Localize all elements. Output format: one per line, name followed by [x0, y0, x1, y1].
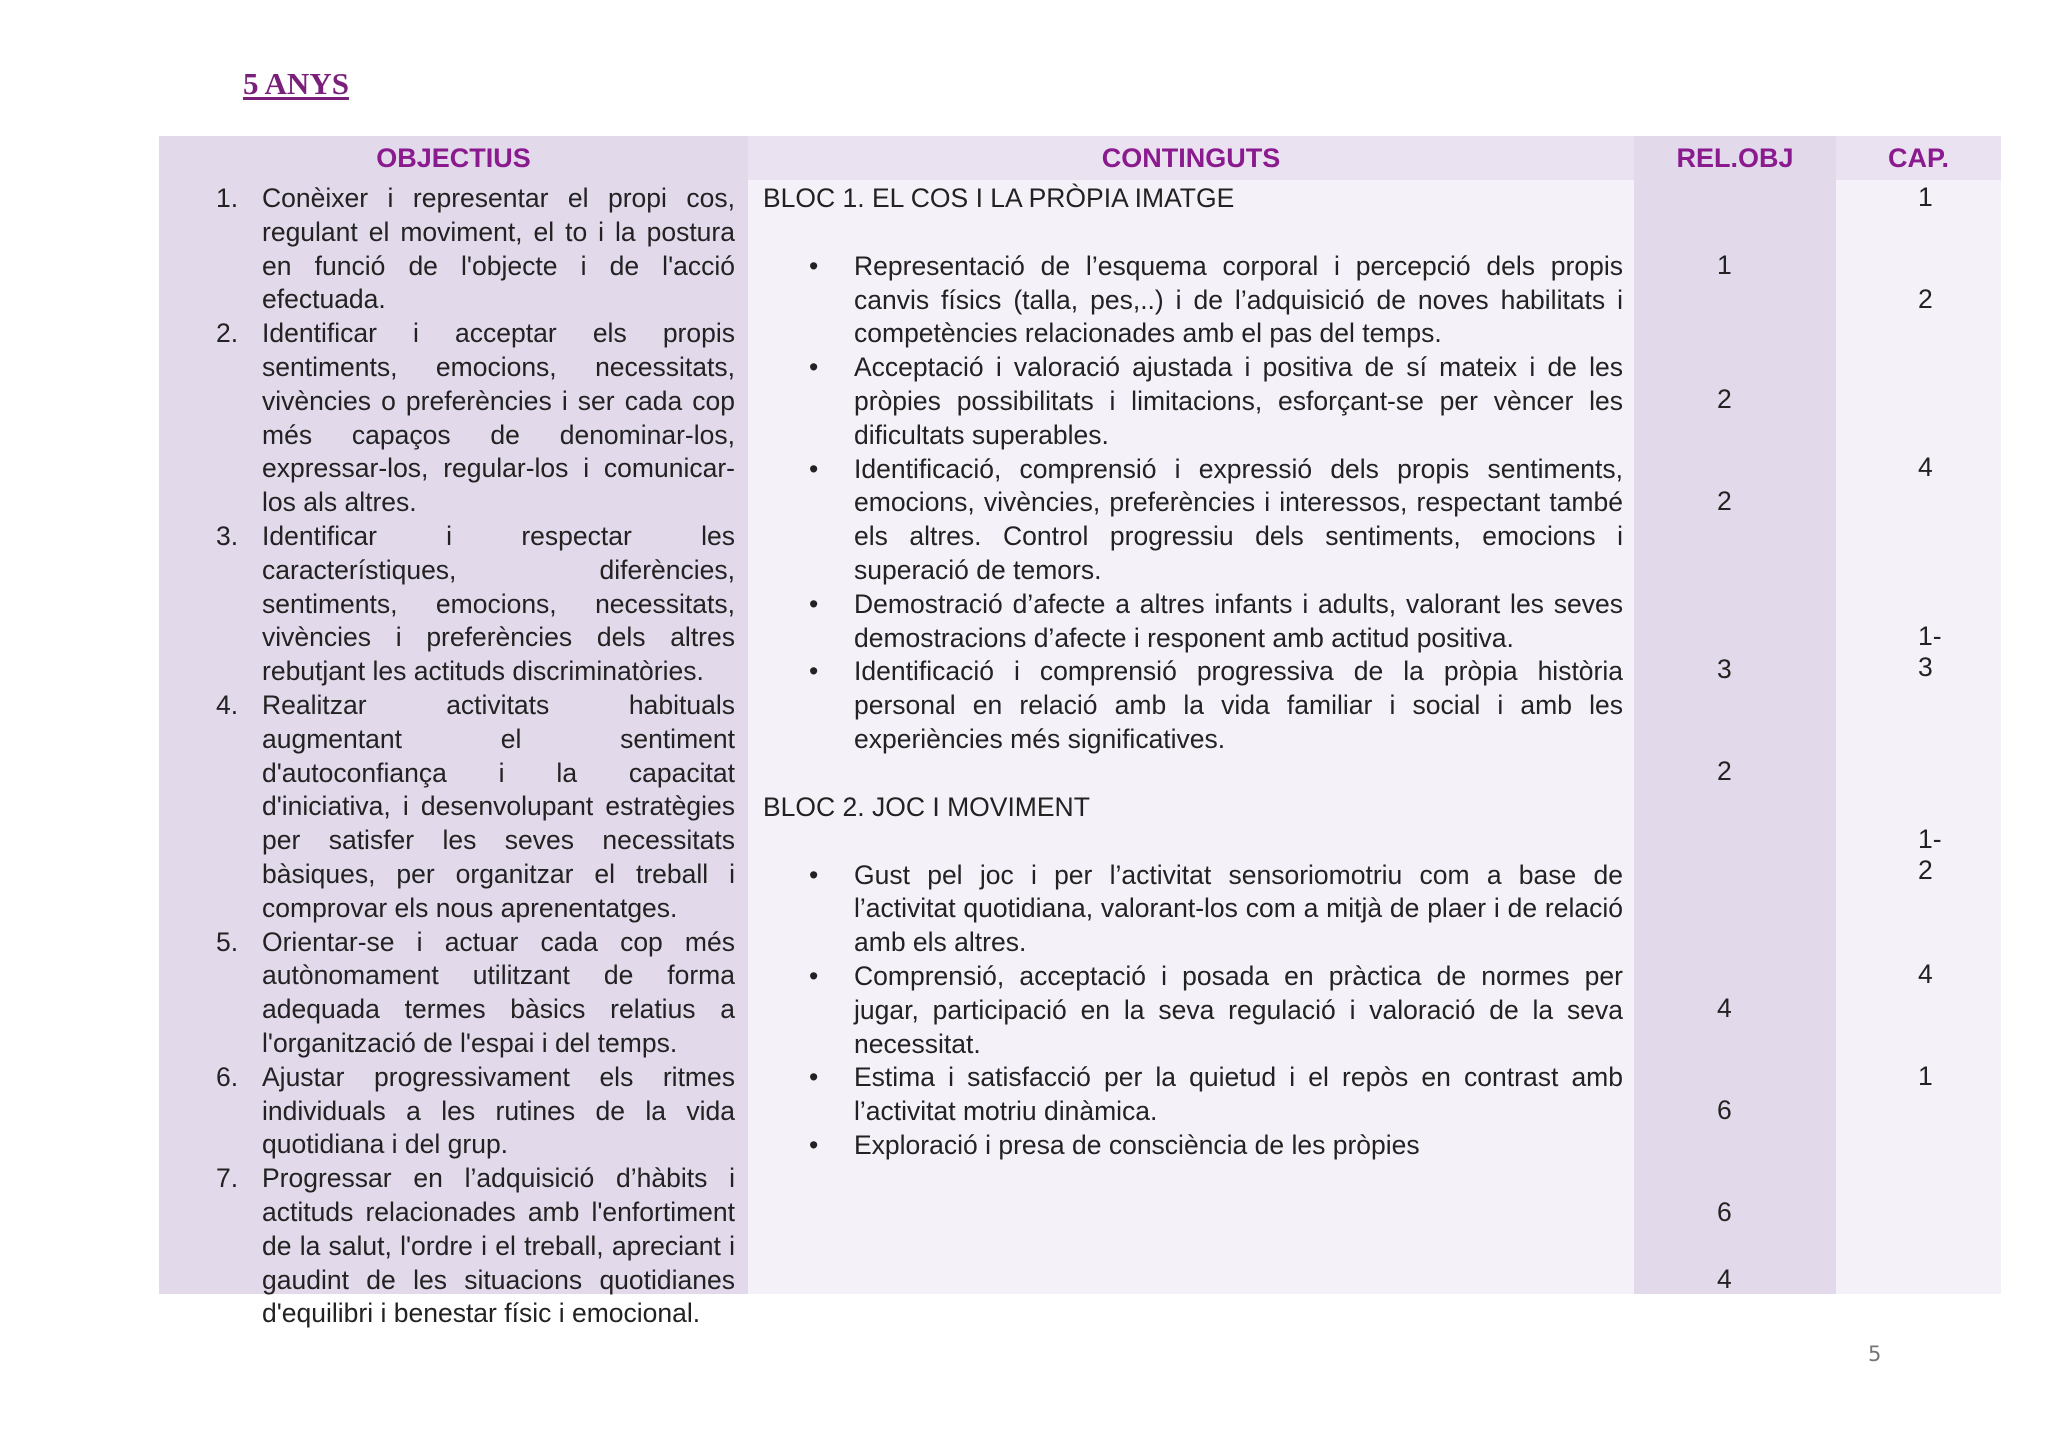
- cap-value: 1: [1918, 1061, 1933, 1091]
- relobj-value: 2: [1717, 486, 1732, 516]
- relobj-value: 2: [1717, 756, 1732, 786]
- cap-value: 4: [1918, 959, 1933, 989]
- bloc2-item: • Gust pel joc i per l’activitat sensoriomotriu com a base de l’activitat quotidiana, valorant-los com a mitjà de plaer i de relació amb els altres.: [763, 859, 1623, 960]
- objectiu-text: Ajustar progressivament els ritmes individuals a les rutines de la vida quotidiana i del grup.: [262, 1061, 735, 1160]
- objectiu-text: Progressar en l’adquisició d’hàbits i actituds relacionades amb l'enfortiment de la salut, l'ordre i el treball, apreciant i gaudint de les situacions quotidianes d'equilibri i benestar físic i emocional.: [262, 1163, 735, 1329]
- objectiu-text: Conèixer i representar el propi cos, regulant el moviment, el to i la postura en funció de l'objecte i de l'acció efectuada.: [262, 183, 735, 315]
- objectiu-item: [159, 926, 735, 1061]
- objectiu-number: 6.: [216, 1061, 239, 1092]
- objectiu-text: Identificar i acceptar els propis sentiments, emocions, necessitats, vivències o preferències i ser cada cop més capaços de denominar-los, expressar-los, regular-los i comunicar-los als altres.: [262, 318, 735, 518]
- relobj-column: [1634, 136, 1836, 1294]
- objectius-list: [159, 182, 735, 1331]
- cap-value: 2: [1918, 284, 1933, 314]
- bloc2-title: BLOC 2. JOC I MOVIMENT: [763, 791, 1090, 822]
- objectiu-item: [159, 520, 735, 689]
- objectiu-number: 7.: [216, 1163, 239, 1194]
- page-number: 5: [1868, 1342, 1882, 1366]
- cap-value: 1: [1918, 182, 1933, 212]
- relobj-value: 1: [1717, 250, 1732, 280]
- header-relobj: REL.OBJ: [1634, 136, 1836, 180]
- cap-value: 1-3: [1918, 621, 1942, 682]
- header-cap: CAP.: [1836, 136, 2001, 180]
- relobj-value: 3: [1717, 654, 1732, 684]
- relobj-value: 4: [1717, 993, 1732, 1023]
- objectiu-item: [159, 1061, 735, 1162]
- continguts-content: [763, 182, 1623, 1163]
- header-objectius: OBJECTIUS: [159, 136, 748, 180]
- objectiu-item: [159, 689, 735, 926]
- bloc2-item: • Exploració i presa de consciència de les pròpies: [763, 1129, 1623, 1163]
- page-heading: 5 ANYS: [243, 66, 349, 101]
- bloc2-list: [763, 859, 1623, 1163]
- objectiu-text: Realitzar activitats habituals augmentant el sentiment d'autoconfiança i la capacitat d'iniciativa, i desenvolupant estratègies per satisfer les seves necessitats bàsiques, per organitzar el treball i comprovar els nous aprenentatges.: [262, 689, 735, 923]
- cap-value: 4: [1918, 452, 1933, 482]
- bloc1-item: • Acceptació i valoració ajustada i positiva de sí mateix i de les pròpies possibilitats i limitacions, esforçant-se per vèncer les dificultats superables.: [763, 351, 1623, 452]
- objectiu-number: 5.: [216, 926, 239, 957]
- bloc1-list: [763, 250, 1623, 757]
- objectiu-number: 3.: [216, 520, 239, 551]
- relobj-value: 6: [1717, 1095, 1732, 1125]
- objectiu-item: [159, 182, 735, 317]
- bloc2-item: • Estima i satisfacció per la quietud i el repòs en contrast amb l’activitat motriu dinàmica.: [763, 1061, 1623, 1129]
- objectiu-text: Identificar i respectar les característiques, diferències, sentiments, emocions, necessitats, vivències i preferències dels altres rebutjant les actituds discriminatòries.: [262, 520, 735, 687]
- bloc1-item: • Identificació, comprensió i expressió dels propis sentiments, emocions, vivències, preferències i interessos, respectant també els altres. Control progressiu dels sentiments, emocions i superació de temors.: [763, 453, 1623, 588]
- bloc1-item: • Identificació i comprensió progressiva de la pròpia història personal en relació amb la vida familiar i social i amb les experiències més significatives.: [763, 655, 1623, 756]
- relobj-value: 6: [1717, 1197, 1732, 1227]
- cap-value: 1-2: [1918, 824, 1942, 885]
- curriculum-table: [159, 136, 1950, 1329]
- bloc1-item: • Demostració d’afecte a altres infants i adults, valorant les seves demostracions d’afecte i responent amb actitud positiva.: [763, 588, 1623, 656]
- objectiu-number: 1.: [216, 183, 239, 213]
- header-continguts: CONTINGUTS: [748, 136, 1634, 180]
- bloc1-title: BLOC 1. EL COS I LA PRÒPIA IMATGE: [763, 183, 1235, 213]
- objectiu-item: [159, 317, 735, 520]
- objectiu-number: 4.: [216, 689, 239, 720]
- objectiu-number: 2.: [216, 318, 239, 349]
- objectiu-item: [159, 1162, 735, 1331]
- bloc2-item: • Comprensió, acceptació i posada en pràctica de normes per jugar, participació en la seva regulació i valoració de la seva necessitat.: [763, 960, 1623, 1061]
- relobj-value: 2: [1717, 384, 1732, 414]
- relobj-value: 4: [1717, 1264, 1732, 1294]
- objectiu-text: Orientar-se i actuar cada cop més autònomament utilitzant de forma adequada termes bàsics relatius a l'organització de l'espai i del temps.: [262, 926, 735, 1058]
- bloc1-item: • Representació de l’esquema corporal i percepció dels propis canvis físics (talla, pes,..) i de l’adquisició de noves habilitats i competències relacionades amb el pas del temps.: [763, 250, 1623, 351]
